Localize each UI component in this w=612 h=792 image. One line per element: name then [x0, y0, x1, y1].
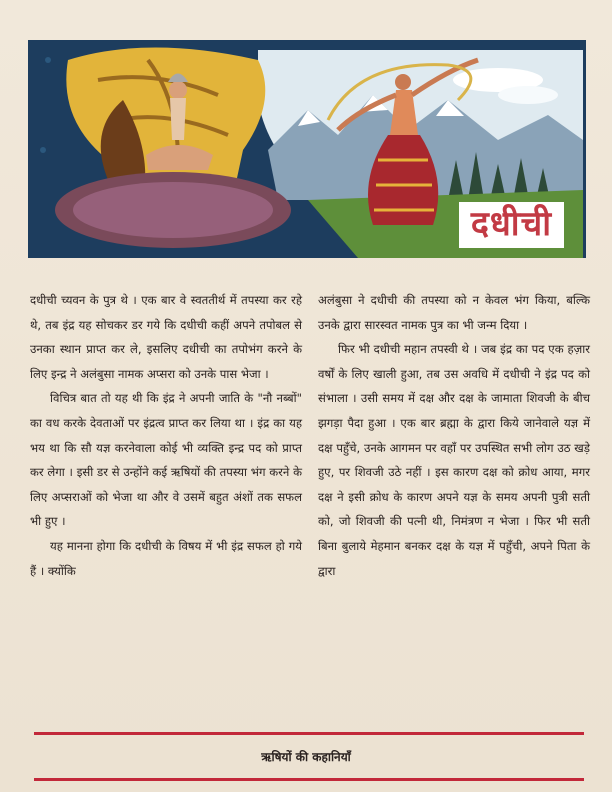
left-column	[30, 288, 302, 583]
footer-rule-top	[34, 732, 584, 735]
paragraph-2: विचित्र बात तो यह थी कि इंद्र ने अपनी जाति के "नौ नब्बों" का वध करके देवताओं पर इंद्रत्व प्राप्त कर लिया था । इंद्र का यह भय था कि सौ यज्ञ करनेवाला कोई भी व्यक्ति इन्द्र पद को प्राप्त कर लेगा । इसी डर से उन्होंने कई ऋषियों की तपस्या भंग करने के लिए अप्सराओं को भेजा था और वे उसमें बहुत अंशों तक सफल भी हुए ।	[30, 391, 302, 529]
paragraph-3: यह मानना होगा कि दधीची के विषय में भी इंद्र सफल हो गये हैं । क्योंकि	[30, 538, 302, 578]
paragraph-1: दधीची च्यवन के पुत्र थे । एक बार वे स्वततीर्थ में तपस्या कर रहे थे, तब इंद्र यह सोचकर डर गये कि दधीची कहीं अपने तपोबल से उनका स्थान प्राप्त कर ले, इसलिए दधीची का तपोभंग करने के लिए इन्द्र ने अलंबुसा नामक अप्सरा को उनके पास भेजा ।	[30, 293, 302, 381]
story-illustration	[28, 40, 586, 258]
footer-rule-bottom	[34, 778, 584, 781]
running-footer: ऋषियों की कहानियाँ	[261, 750, 351, 764]
paragraph-5: फिर भी दधीची महान तपस्वी थे । जब इंद्र का पद एक हज़ार वर्षों के लिए खाली हुआ, तब उस अवधि में दधीची ने इंद्र पद को संभाला । उसी समय में दक्ष और दक्ष के जामाता शिवजी के बीच झगड़ा पैदा हुआ । एक बार ब्रह्मा के द्वारा किये जानेवाले यज्ञ में दक्ष पहुँचे, उनके आगमन पर वहाँ पर उपस्थित सभी लोग उठ खड़े हुए, पर शिवजी उठे नहीं । इस कारण दक्ष को क्रोध आया, मगर दक्ष ने इसी क्रोध के कारण अपने यज्ञ के समय अपनी पुत्री सती को, जो शिवजी की पत्नी थी, निमंत्रण न भेजा । फिर भी सती बिना बुलाये मेहमान बनकर दक्ष के यज्ञ में पहुँची, अपने पिता के द्वारा	[318, 342, 590, 578]
story-title: दधीची	[459, 202, 564, 248]
right-column	[318, 288, 590, 583]
paragraph-4: अलंबुसा ने दधीची की तपस्या को न केवल भंग किया, बल्कि उनके द्वारा सारस्वत नामक पुत्र का भी जन्म दिया ।	[318, 293, 590, 332]
